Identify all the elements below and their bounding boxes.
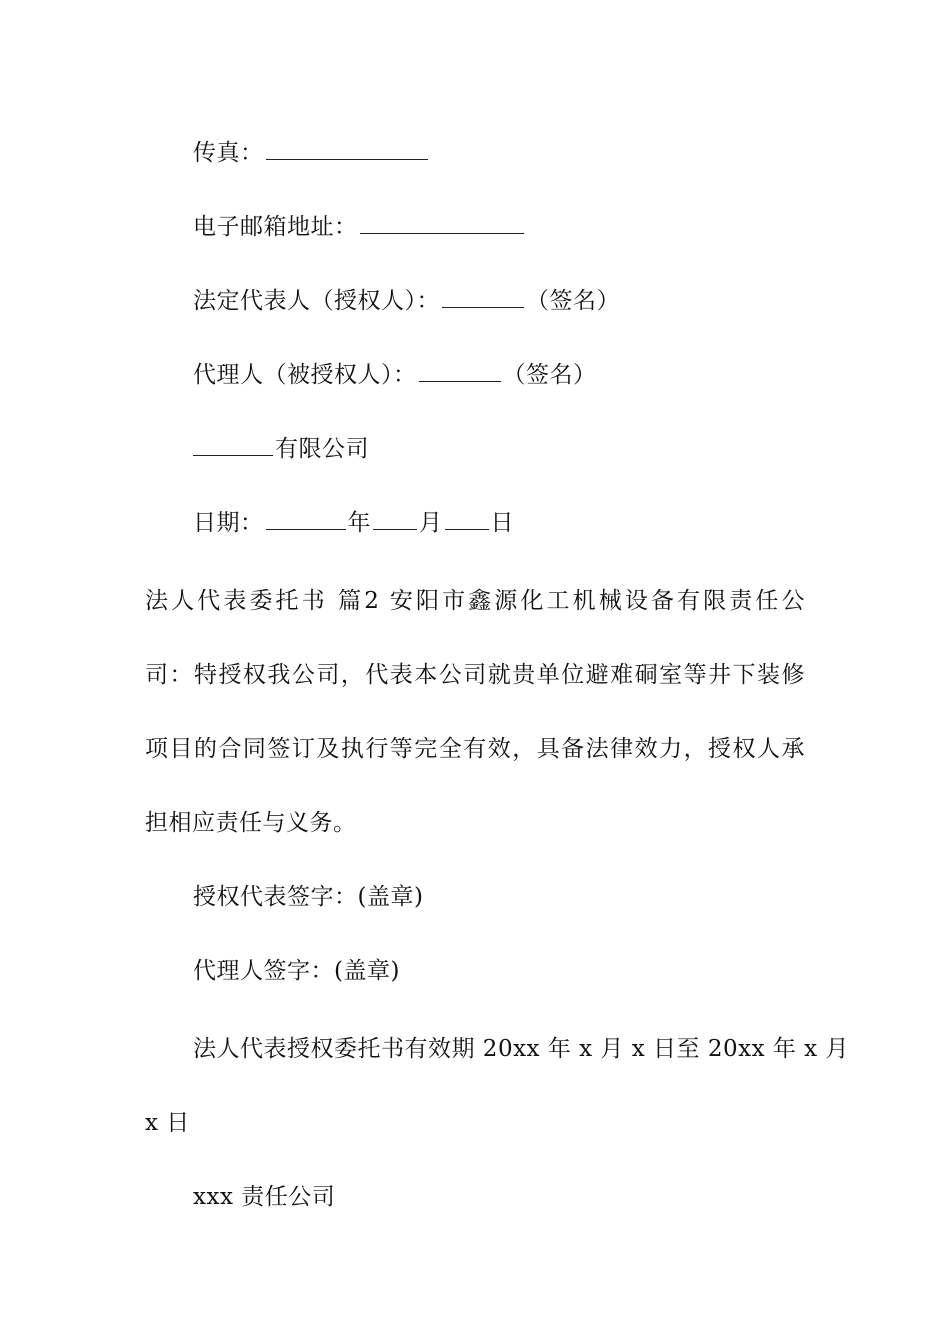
section2-line4 <box>145 807 357 839</box>
validity-line2 <box>145 1107 190 1139</box>
section2-line2 <box>145 659 805 691</box>
company-name-text: xxx 责任公司 <box>193 1184 336 1210</box>
date-year-blank <box>266 507 346 530</box>
fax-line <box>193 137 430 169</box>
legal-rep-label: 法定代表人（授权人）： <box>193 288 440 314</box>
agent-sign-text: 代理人签字：(盖章) <box>193 958 400 984</box>
email-line <box>193 211 526 243</box>
date-month: 月 <box>419 510 443 536</box>
section2-line1-text: 法人代表委托书 篇2 安阳市鑫源化工机械设备有限责任公 <box>145 588 805 614</box>
date-line <box>193 507 514 539</box>
agent-line <box>193 359 597 391</box>
email-label: 电子邮箱地址： <box>193 214 358 240</box>
legal-rep-sign: （签名） <box>526 288 620 314</box>
legal-rep-line <box>193 285 620 317</box>
fax-blank <box>266 137 428 160</box>
auth-sign-line <box>193 881 423 913</box>
agent-sign-line <box>193 955 400 987</box>
date-month-blank <box>373 507 417 530</box>
legal-rep-blank <box>442 285 524 308</box>
agent-sign: （签名） <box>502 362 597 388</box>
section2-line3 <box>145 733 805 765</box>
auth-sign-text: 授权代表签字：(盖章) <box>193 884 424 910</box>
fax-label: 传真： <box>193 140 264 166</box>
section2-line4-text: 担相应责任与义务。 <box>145 810 357 836</box>
validity-line1-text: 法人代表授权委托书有效期 20xx 年 x 月 x 日至 20xx 年 x 月 <box>193 1036 849 1062</box>
date-year: 年 <box>347 510 371 536</box>
validity-line1 <box>193 1033 849 1065</box>
section2-line2-text: 司：特授权我公司，代表本公司就贵单位避难硐室等井下装修 <box>145 662 805 688</box>
date-day: 日 <box>490 510 514 536</box>
section2-line1 <box>145 585 805 617</box>
company-name-line <box>193 1181 335 1213</box>
validity-line2-text: x 日 <box>145 1110 190 1136</box>
company-suffix: 有限公司 <box>275 436 369 462</box>
section2-line3-text: 项目的合同签订及执行等完全有效，具备法律效力，授权人承 <box>145 736 805 762</box>
company-line <box>193 433 369 465</box>
agent-blank <box>419 359 501 382</box>
agent-label: 代理人（被授权人）： <box>193 362 417 388</box>
email-blank <box>360 211 524 234</box>
company-blank <box>193 433 273 456</box>
date-label: 日期： <box>193 510 264 536</box>
date-day-blank <box>445 507 489 530</box>
